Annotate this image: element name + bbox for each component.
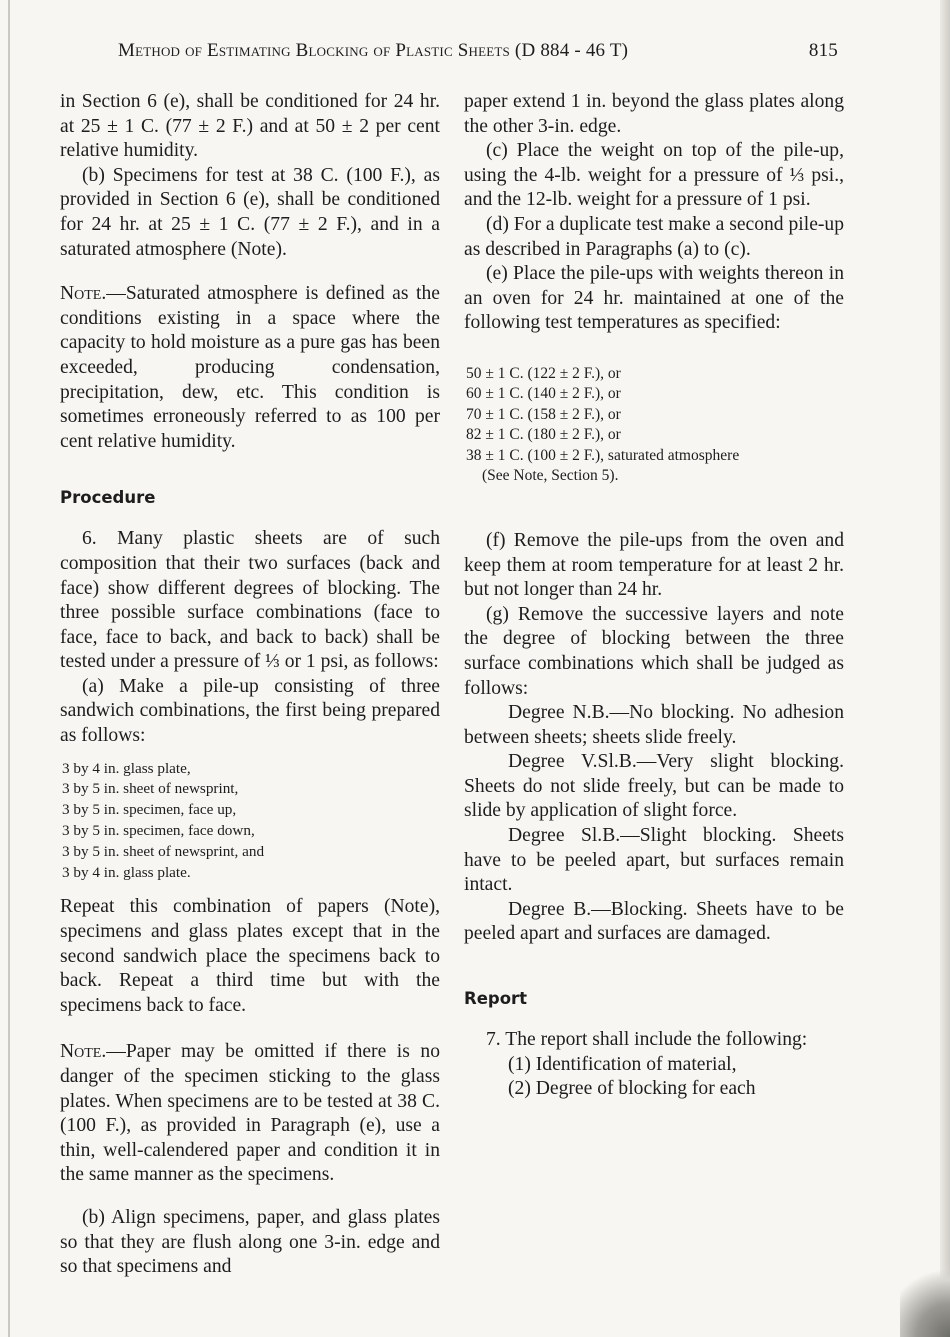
report-heading: Report [464,989,528,1009]
paragraph-b-align: (b) Align specimens, paper, and glass plates so that they are flush along one 3-in. edge and so that specimens and [60,1206,440,1278]
paragraph-continuation: paper extend 1 in. beyond the glass plates along the other 3-in. edge. [464,91,844,137]
report-item-1: (1) Identification of material, [508,1053,737,1075]
list-item: 82 ± 1 C. (180 ± 2 F.), or [466,426,621,444]
list-item: 3 by 5 in. sheet of newsprint, and [62,842,265,860]
right-column [464,90,844,1102]
note-saturated-atmosphere [60,282,440,454]
degree-no-blocking: Degree N.B.—No blocking. No adhesion between sheets; sheets slide freely. [464,702,844,748]
list-item: 3 by 5 in. sheet of newsprint, [62,780,239,798]
list-item: (See Note, Section 5). [482,467,619,485]
list-item: 70 ± 1 C. (158 ± 2 F.), or [466,405,621,423]
paragraph-e: (e) Place the pile-ups with weights thereon in an oven for 24 hr. maintained at one of the following test temperatures as specified: [464,263,844,334]
list-item: 3 by 4 in. glass plate, [62,759,191,777]
paragraph-7: 7. The report shall include the following: [486,1029,808,1051]
degree-very-slight-blocking: Degree V.Sl.B.—Very slight blocking. Sheets do not slide freely, but can be made to slide by application of slight force. [464,751,844,822]
paragraph-repeat: Repeat this combination of papers (Note), specimens and glass plates except that in the second sandwich place the specimens back to back. Repeat a third time but with the specimens back to face. [60,896,440,1016]
page-corner-curl [900,1257,950,1337]
temperature-list [464,364,844,487]
paragraph-6: 6. Many plastic sheets are of such composition that their two surfaces (back and face) show different degrees of blocking. The three possible surface combinations (face to face, face to back, and back to back) shall be tested under a pressure of ⅓ or 1 psi, as follows: [60,528,440,673]
page-number: 815 [808,40,838,61]
list-item: 38 ± 1 C. (100 ± 2 F.), saturated atmosphere [466,446,740,464]
list-item: 3 by 4 in. glass plate. [62,863,191,881]
list-item: 50 ± 1 C. (122 ± 2 F.), or [466,364,621,382]
paragraph-g: (g) Remove the successive layers and note the degree of blocking between the three surface combinations which shall be judged as follows: [464,603,844,699]
left-column [60,90,440,1280]
list-item: 60 ± 1 C. (140 ± 2 F.), or [466,385,621,403]
paragraph-a: (a) Make a pile-up consisting of three sandwich combinations, the first being prepared as follows: [60,675,440,747]
note-text: —Paper may be omitted if there is no danger of the specimen sticking to the glass plates. When specimens are to be tested at 38 C. (100 F.), as provided in Paragraph (e), use a thin, well-calendered paper and condition it in the same manner as the specimens. [60,1041,440,1186]
note-label: Note. [60,283,107,305]
paragraph-b-specimens: (b) Specimens for test at 38 C. (100 F.), as provided in Section 6 (e), shall be conditioned for 24 hr. at 25 ± 1 C. (77 ± 2 F.), and in a saturated atmosphere (Note). [60,164,440,260]
report-item-2: (2) Degree of blocking for each [508,1078,756,1100]
degree-slight-blocking: Degree Sl.B.—Slight blocking. Sheets have to be peeled apart, but surfaces remain intact. [464,825,844,896]
list-item: 3 by 5 in. specimen, face down, [62,822,255,840]
running-head [118,40,838,68]
paragraph-d: (d) For a duplicate test make a second pile-up as described in Paragraphs (a) to (c). [464,213,845,260]
paragraph-conditioning: in Section 6 (e), shall be conditioned for 24 hr. at 25 ± 1 C. (77 ± 2 F.) and at 50 ± 2 per cent relative humidity. [60,91,440,162]
note-text: —Saturated atmosphere is defined as the conditions existing in a space where the capacity to hold moisture as a pure gas has been exceeded, producing condensation, precipitation, dew, etc. This condition is sometimes erroneously referred to as 100 per cent relative humidity. [60,283,440,452]
note-label: Note. [60,1041,107,1063]
running-head-title: Method of Estimating Blocking of Plastic Sheets (D 884 - 46 T) [118,40,629,61]
sandwich-list [60,759,440,884]
paragraph-c: (c) Place the weight on top of the pile-up, using the 4-lb. weight for a pressure of ⅓ psi., and the 12-lb. weight for a pressure of 1 psi. [464,140,844,211]
note-paper-omitted [60,1040,440,1188]
degree-blocking: Degree B.—Blocking. Sheets have to be peeled apart and surfaces are damaged. [464,898,844,945]
page-edge [8,0,10,1337]
procedure-heading: Procedure [60,488,156,508]
page-edge-right [940,0,950,1337]
list-item: 3 by 5 in. specimen, face up, [62,801,237,819]
paragraph-f: (f) Remove the pile-ups from the oven and keep them at room temperature for at least 2 hr. but not longer than 24 hr. [464,529,844,601]
